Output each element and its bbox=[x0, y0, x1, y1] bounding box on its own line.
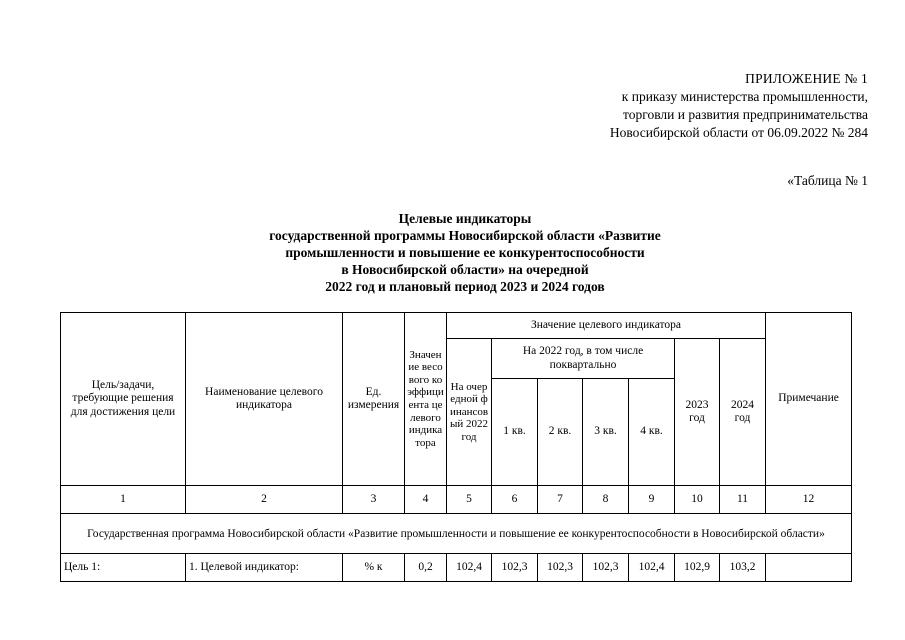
cell-q2: 102,3 bbox=[538, 554, 583, 582]
header-q2: 2 кв. bbox=[538, 379, 583, 486]
appendix-line: Новосибирской области от 06.09.2022 № 284 bbox=[609, 125, 868, 140]
header-indicator-name: Наименование целевого индикатора bbox=[186, 313, 343, 486]
cell-q3: 102,3 bbox=[583, 554, 629, 582]
cell-2024: 103,2 bbox=[720, 554, 766, 582]
column-number: 11 bbox=[720, 486, 766, 514]
column-number: 2 bbox=[186, 486, 343, 514]
column-number: 5 bbox=[447, 486, 492, 514]
cell-goal: Цель 1: bbox=[61, 554, 186, 582]
cell-q1: 102,3 bbox=[492, 554, 538, 582]
header-goal: Цель/задачи, требующие решения для достижения цели bbox=[61, 313, 186, 486]
column-number: 12 bbox=[766, 486, 852, 514]
appendix-header bbox=[610, 70, 868, 142]
header-target-value: Значение целевого индикатора bbox=[447, 313, 766, 339]
header-note: Примечание bbox=[766, 313, 852, 486]
cell-2023: 102,9 bbox=[675, 554, 720, 582]
header-2023: 2023 год bbox=[675, 339, 720, 486]
indicators-table bbox=[60, 312, 852, 582]
header-2024: 2024 год bbox=[720, 339, 766, 486]
column-number: 10 bbox=[675, 486, 720, 514]
header-unit: Ед. измерения bbox=[343, 313, 405, 486]
appendix-line: к приказу министерства промышленности, bbox=[621, 89, 868, 104]
column-number: 8 bbox=[583, 486, 629, 514]
column-number: 1 bbox=[61, 486, 186, 514]
program-row: Государственная программа Новосибирской области «Развитие промышленности и повышение ее конкурентоспособности в Новосибирской области» bbox=[61, 514, 852, 554]
appendix-heading: ПРИЛОЖЕНИЕ № 1 bbox=[745, 71, 868, 86]
column-number: 6 bbox=[492, 486, 538, 514]
column-number: 4 bbox=[405, 486, 447, 514]
cell-indicator: 1. Целевой индикатор: bbox=[186, 554, 343, 582]
header-q3: 3 кв. bbox=[583, 379, 629, 486]
column-number: 9 bbox=[629, 486, 675, 514]
title-line: 2022 год и плановый период 2023 и 2024 годов bbox=[325, 279, 605, 294]
table-row bbox=[61, 554, 852, 582]
header-current-year: На очередной финансовый 2022 год bbox=[447, 339, 492, 486]
cell-current-year: 102,4 bbox=[447, 554, 492, 582]
header-weight: Значение весового коэффициента целевого индикатора bbox=[405, 313, 447, 486]
header-q4: 4 кв. bbox=[629, 379, 675, 486]
title-line: государственной программы Новосибирской области «Развитие bbox=[269, 228, 661, 243]
title-line: промышленности и повышение ее конкурентоспособности bbox=[285, 245, 645, 260]
title-line: в Новосибирской области» на очередной bbox=[341, 262, 589, 277]
column-number: 7 bbox=[538, 486, 583, 514]
column-number: 3 bbox=[343, 486, 405, 514]
cell-note bbox=[766, 554, 852, 582]
header-q1: 1 кв. bbox=[492, 379, 538, 486]
cell-weight: 0,2 bbox=[405, 554, 447, 582]
title-line: Целевые индикаторы bbox=[398, 211, 532, 226]
cell-unit: % к bbox=[343, 554, 405, 582]
table-reference: «Таблица № 1 bbox=[787, 173, 868, 188]
appendix-line: торговли и развития предпринимательства bbox=[623, 107, 868, 122]
header-quarterly: На 2022 год, в том числе поквартально bbox=[492, 339, 675, 379]
document-title bbox=[60, 210, 870, 295]
cell-q4: 102,4 bbox=[629, 554, 675, 582]
